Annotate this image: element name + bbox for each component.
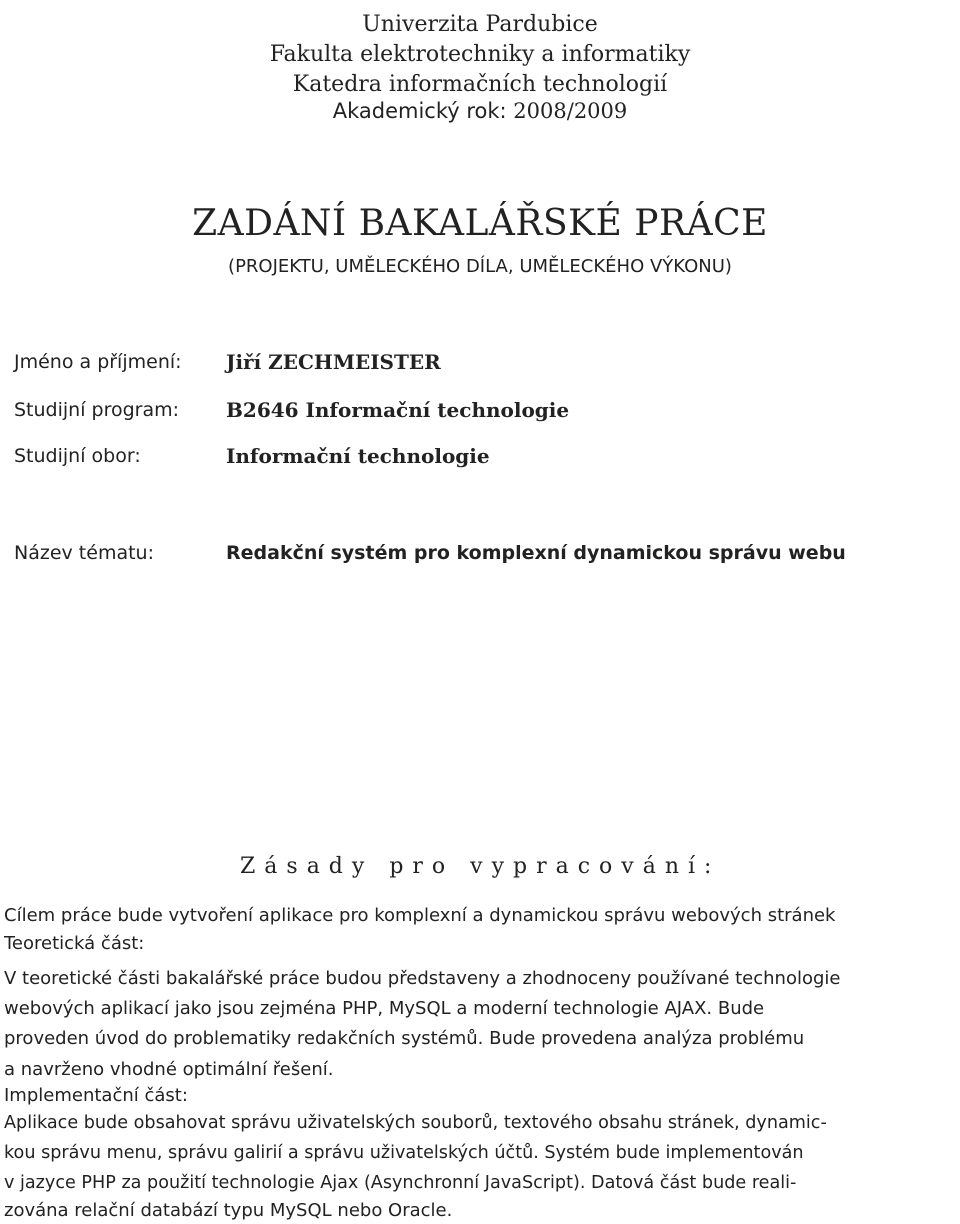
- topic-label: Název tématu:: [14, 542, 154, 564]
- body-line: Cílem práce bude vytvoření aplikace pro komplexní a dynamickou správu webových stránek: [4, 905, 836, 926]
- body-line: Implementační část:: [4, 1085, 188, 1106]
- body-line: webových aplikací jako jsou zejména PHP, MySQL a moderní technologie AJAX. Bude: [4, 998, 765, 1019]
- body-line: kou správu menu, správu galirií a správu uživatelských účtů. Systém bude implementován: [4, 1143, 804, 1163]
- program-label: Studijní program:: [14, 399, 180, 421]
- academic-year-value: 2008/2009: [513, 99, 628, 123]
- academic-year-label: Akademický rok:: [332, 99, 507, 123]
- body-line: zována relační databází typu MySQL nebo Oracle.: [4, 1200, 453, 1221]
- body-line: v jazyce PHP za použití technologie Ajax (Asynchronní JavaScript). Datová část bude reali-: [4, 1173, 797, 1193]
- field-value: Informační technologie: [226, 444, 490, 468]
- name-label: Jméno a příjmení:: [14, 351, 182, 373]
- department-name: Katedra informačních technologií: [292, 72, 668, 97]
- name-value: Jiří ZECHMEISTER: [226, 350, 441, 374]
- body-line: proveden úvod do problematiky redakčních systémů. Bude provedena analýza problému: [4, 1028, 805, 1049]
- academic-year: [0, 96, 960, 126]
- guidelines-heading: Zásady pro vypracování:: [240, 854, 721, 879]
- body-line: a navrženo vhodné optimální řešení.: [4, 1059, 334, 1080]
- field-label: Studijní obor:: [14, 445, 141, 467]
- body-line: Aplikace bude obsahovat správu uživatelských souborů, textového obsahu stránek, dynamic-: [4, 1113, 827, 1133]
- document-title: ZADÁNÍ BAKALÁŘSKÉ PRÁCE: [192, 203, 768, 244]
- body-line: V teoretické části bakalářské práce budou představeny a zhodnoceny používané technologie: [4, 968, 841, 989]
- university-name: Univerzita Pardubice: [362, 12, 598, 37]
- topic-value: Redakční systém pro komplexní dynamickou správu webu: [226, 542, 846, 564]
- program-value: B2646 Informační technologie: [226, 398, 570, 422]
- body-line: Teoretická část:: [4, 933, 145, 954]
- document-subtitle: (PROJEKTU, UMĚLECKÉHO DÍLA, UMĚLECKÉHO VÝKONU): [228, 256, 732, 277]
- faculty-name: Fakulta elektrotechniky a informatiky: [269, 42, 691, 67]
